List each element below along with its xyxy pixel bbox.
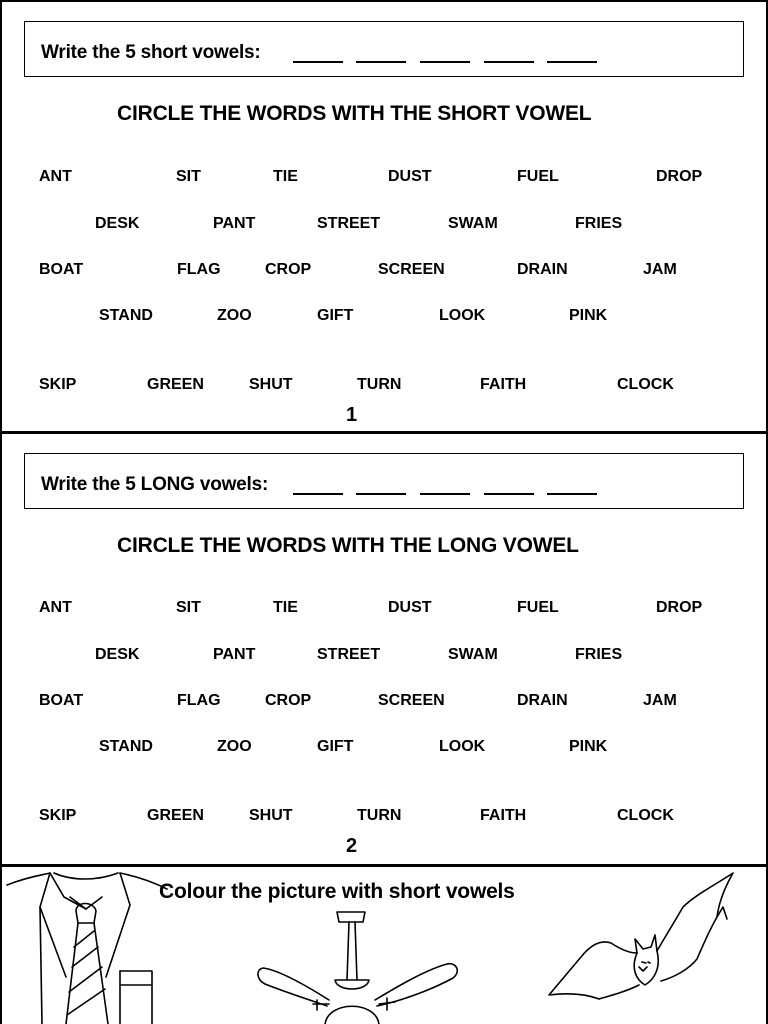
- section-heading: Colour the picture with short vowels: [159, 880, 515, 903]
- word-item[interactable]: DESK: [95, 646, 140, 663]
- page-number: 1: [346, 404, 358, 426]
- instruction-box: [24, 453, 744, 509]
- word-item[interactable]: LOOK: [439, 738, 486, 755]
- word-item[interactable]: FUEL: [517, 599, 559, 616]
- word-item[interactable]: ZOO: [217, 738, 252, 755]
- answer-blank[interactable]: [293, 493, 343, 495]
- answer-blank[interactable]: [484, 493, 534, 495]
- word-item[interactable]: BOAT: [39, 692, 84, 709]
- word-item[interactable]: FAITH: [480, 376, 527, 393]
- shirt-tie-icon[interactable]: [2, 867, 172, 1024]
- word-item[interactable]: DESK: [95, 215, 140, 232]
- word-item[interactable]: FAITH: [480, 807, 527, 824]
- word-item[interactable]: TIE: [273, 599, 298, 616]
- section-heading: CIRCLE THE WORDS WITH THE SHORT VOWEL: [117, 102, 592, 125]
- bat-icon[interactable]: [547, 867, 747, 1024]
- word-item[interactable]: DRAIN: [517, 261, 568, 278]
- word-item[interactable]: PINK: [569, 307, 608, 324]
- word-item[interactable]: PANT: [213, 646, 256, 663]
- answer-blank[interactable]: [547, 61, 597, 63]
- word-item[interactable]: ZOO: [217, 307, 252, 324]
- word-item[interactable]: TURN: [357, 376, 402, 393]
- word-item[interactable]: FLAG: [177, 261, 221, 278]
- word-item[interactable]: SWAM: [448, 215, 498, 232]
- word-item[interactable]: SIT: [176, 599, 201, 616]
- word-item[interactable]: PINK: [569, 738, 608, 755]
- word-item[interactable]: SKIP: [39, 807, 77, 824]
- word-item[interactable]: STAND: [99, 738, 153, 755]
- instruction-text: Write the 5 short vowels:: [41, 42, 261, 63]
- word-item[interactable]: CLOCK: [617, 807, 674, 824]
- long-vowel-section: [0, 434, 768, 867]
- word-item[interactable]: CLOCK: [617, 376, 674, 393]
- answer-blank[interactable]: [293, 61, 343, 63]
- word-item[interactable]: SHUT: [249, 807, 293, 824]
- word-item[interactable]: FUEL: [517, 168, 559, 185]
- word-item[interactable]: GREEN: [147, 376, 204, 393]
- answer-blank[interactable]: [547, 493, 597, 495]
- word-item[interactable]: GIFT: [317, 738, 354, 755]
- word-item[interactable]: CROP: [265, 692, 312, 709]
- word-item[interactable]: STREET: [317, 646, 381, 663]
- word-item[interactable]: FLAG: [177, 692, 221, 709]
- word-item[interactable]: LOOK: [439, 307, 486, 324]
- instruction-box: [24, 21, 744, 77]
- word-item[interactable]: SIT: [176, 168, 201, 185]
- word-item[interactable]: SHUT: [249, 376, 293, 393]
- word-item[interactable]: JAM: [643, 692, 677, 709]
- answer-blank[interactable]: [420, 61, 470, 63]
- word-item[interactable]: SWAM: [448, 646, 498, 663]
- word-item[interactable]: DROP: [656, 599, 703, 616]
- word-item[interactable]: JAM: [643, 261, 677, 278]
- ceiling-fan-icon[interactable]: [255, 900, 465, 1024]
- word-item[interactable]: FRIES: [575, 646, 623, 663]
- word-item[interactable]: ANT: [39, 599, 72, 616]
- word-item[interactable]: GIFT: [317, 307, 354, 324]
- word-item[interactable]: SKIP: [39, 376, 77, 393]
- short-vowel-section: [0, 0, 768, 434]
- section-heading: CIRCLE THE WORDS WITH THE LONG VOWEL: [117, 534, 579, 557]
- answer-blank[interactable]: [484, 61, 534, 63]
- colouring-section: [0, 867, 768, 1024]
- word-item[interactable]: STREET: [317, 215, 381, 232]
- word-item[interactable]: DUST: [388, 599, 432, 616]
- answer-blank[interactable]: [420, 493, 470, 495]
- word-item[interactable]: SCREEN: [378, 261, 445, 278]
- word-item[interactable]: TIE: [273, 168, 298, 185]
- answer-blank[interactable]: [356, 493, 406, 495]
- word-item[interactable]: CROP: [265, 261, 312, 278]
- answer-blank[interactable]: [356, 61, 406, 63]
- page-number: 2: [346, 835, 358, 857]
- word-item[interactable]: PANT: [213, 215, 256, 232]
- word-item[interactable]: DRAIN: [517, 692, 568, 709]
- word-item[interactable]: BOAT: [39, 261, 84, 278]
- word-item[interactable]: TURN: [357, 807, 402, 824]
- instruction-text: Write the 5 LONG vowels:: [41, 474, 269, 495]
- word-item[interactable]: ANT: [39, 168, 72, 185]
- word-item[interactable]: DROP: [656, 168, 703, 185]
- word-item[interactable]: DUST: [388, 168, 432, 185]
- word-item[interactable]: STAND: [99, 307, 153, 324]
- word-item[interactable]: FRIES: [575, 215, 623, 232]
- word-item[interactable]: SCREEN: [378, 692, 445, 709]
- word-item[interactable]: GREEN: [147, 807, 204, 824]
